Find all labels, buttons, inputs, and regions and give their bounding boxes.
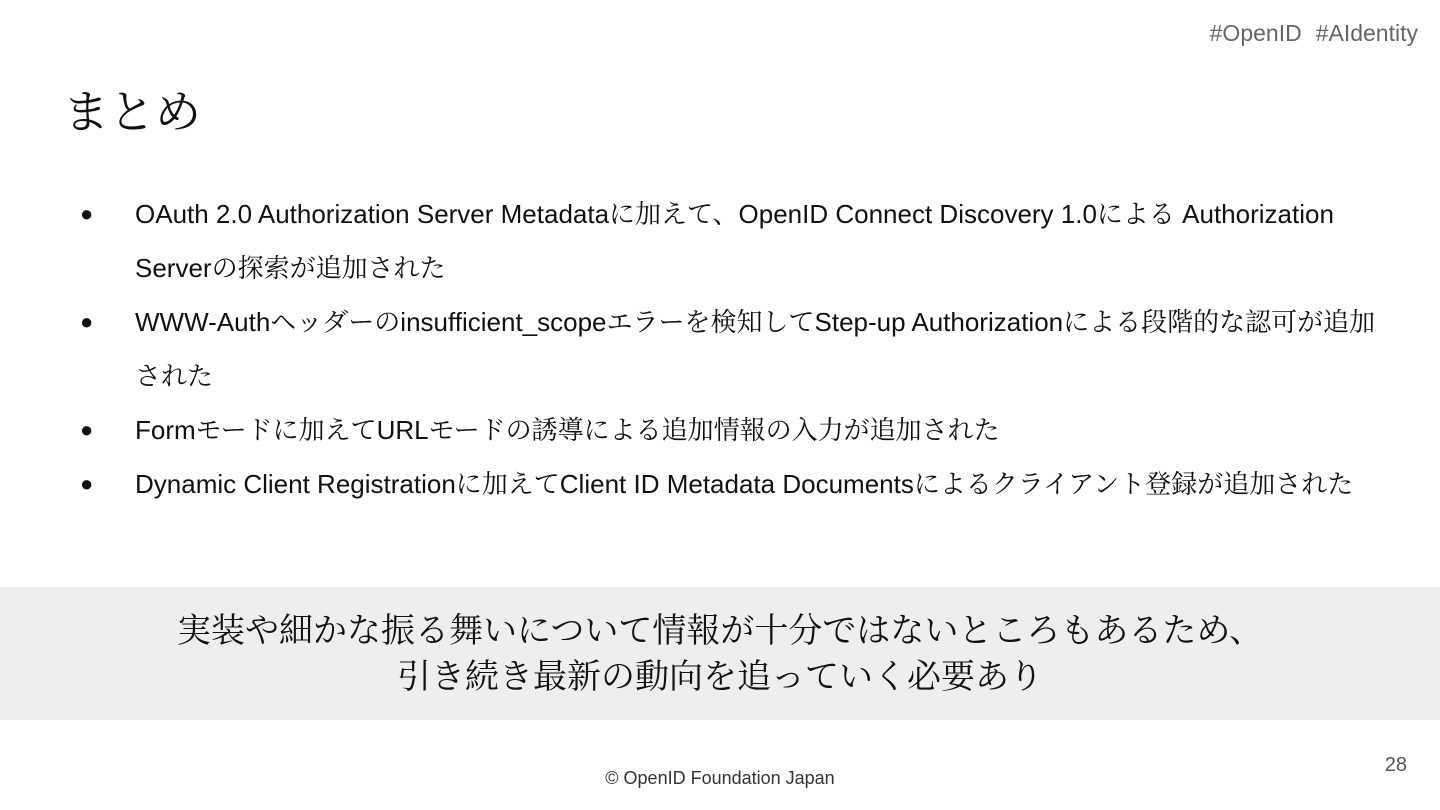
list-item (80, 403, 1380, 457)
bullet-icon: ● (80, 417, 94, 442)
bullet-text: WWW-Authヘッダーのinsufficient_scopeエラーを検知してStep-up Authorizationによる段階的な認可が追加された (135, 307, 1376, 391)
list-item (80, 295, 1380, 403)
copyright: © OpenID Foundation Japan (605, 768, 835, 788)
callout-line: 引き続き最新の動向を追っていく必要あり (397, 657, 1043, 696)
page-title: まとめ (63, 86, 201, 138)
bullet-text: Formモードに加えてURLモードの誘導による追加情報の入力が追加された (135, 415, 1000, 445)
bullet-icon: ● (80, 471, 94, 496)
callout-box (0, 587, 1440, 720)
bullet-icon: ● (80, 309, 94, 334)
hashtags (1210, 20, 1418, 47)
hashtag-openid: #OpenID (1209, 20, 1302, 46)
bullet-icon: ● (80, 201, 94, 226)
bullet-text: Dynamic Client Registrationに加えてClient ID Metadata Documentsによるクライアント登録が追加された (135, 469, 1354, 499)
list-item (80, 457, 1380, 511)
bullet-list (80, 187, 1380, 511)
page-number: 28 (1384, 754, 1407, 776)
callout-line: 実装や細かな振る舞いについて情報が十分ではないところもあるため、 (177, 611, 1263, 650)
list-item (80, 187, 1380, 295)
bullet-text: OAuth 2.0 Authorization Server Metadataに加えて、OpenID Connect Discovery 1.0による Authorization Serverの探索が追加された (135, 199, 1334, 283)
hashtag-aidentity: #AIdentity (1315, 20, 1418, 46)
